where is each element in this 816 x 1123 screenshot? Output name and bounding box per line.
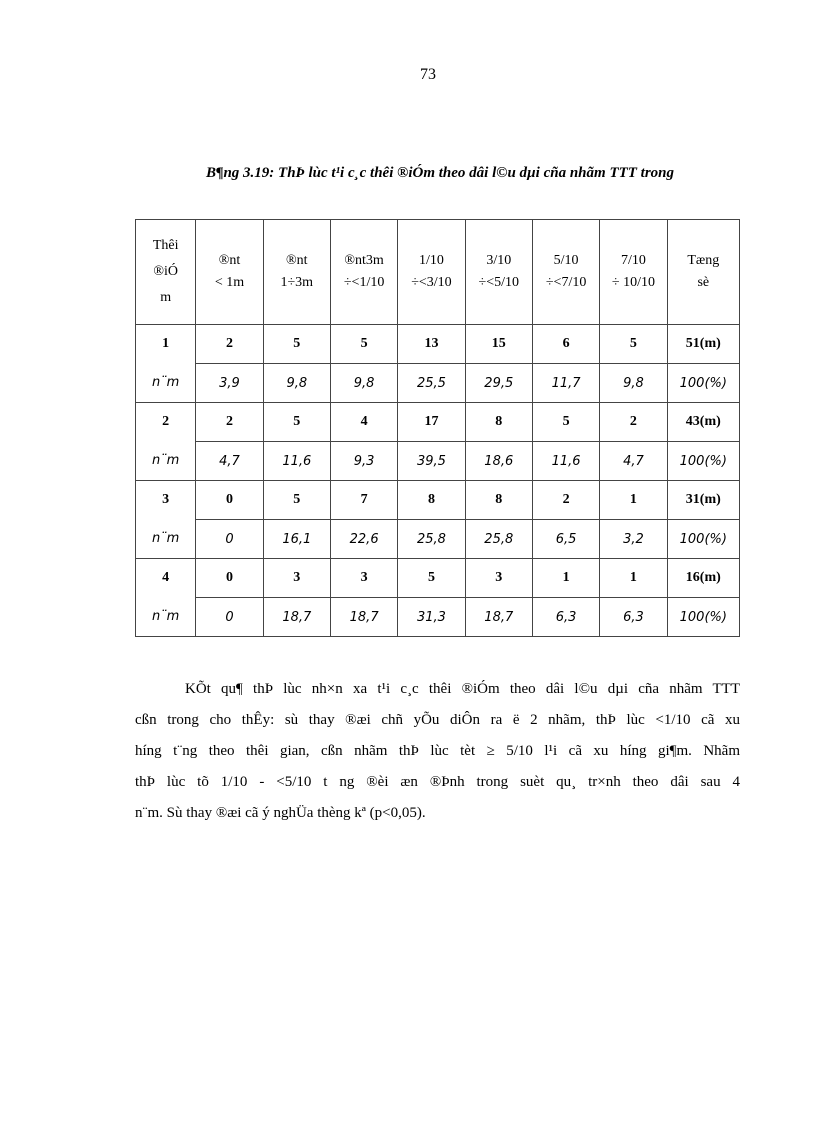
percent-cell: 25,8: [398, 520, 465, 559]
percent-total-cell: 100(%): [667, 442, 739, 481]
table-row-count: [136, 403, 740, 442]
table-header-row: [136, 220, 740, 325]
header-range-line: ÷ 10/10: [611, 275, 655, 290]
header-range-7: [600, 220, 667, 325]
header-total-line: Tæng: [687, 253, 720, 268]
table-row-percent: [136, 442, 740, 481]
count-cell: 5: [263, 325, 330, 364]
count-cell: 0: [196, 559, 263, 598]
term-cell: n¨m: [136, 442, 196, 481]
header-range-1: [196, 220, 263, 325]
header-term-line: m: [160, 290, 172, 305]
count-cell: 8: [465, 403, 532, 442]
paragraph-line: híng t¨ng theo thêi gian, cßn nhãm thÞ lùc tèt ≥ 5/10 l¹i cã xu híng gi¶m. Nhãm: [135, 743, 740, 759]
percent-cell: 31,3: [398, 598, 465, 637]
percent-cell: 4,7: [600, 442, 667, 481]
paragraph-line: KÕt qu¶ thÞ lùc nh×n xa t¹i c¸c thêi ®iÓm theo dâi l©u dµi cña nhãm TTT: [185, 681, 740, 697]
table-row-percent: [136, 598, 740, 637]
count-cell: 6: [532, 325, 599, 364]
percent-cell: 11,6: [263, 442, 330, 481]
percent-cell: 9,8: [263, 364, 330, 403]
header-range-2: [263, 220, 330, 325]
percent-cell: 6,5: [532, 520, 599, 559]
percent-cell: 9,8: [600, 364, 667, 403]
header-term-line: ®iÓ: [153, 264, 178, 279]
count-total-cell: 16(m): [667, 559, 739, 598]
results-paragraph: [135, 674, 740, 829]
header-range-4: [398, 220, 465, 325]
term-cell: n¨m: [136, 520, 196, 559]
count-cell: 5: [532, 403, 599, 442]
count-cell: 8: [398, 481, 465, 520]
count-cell: 8: [465, 481, 532, 520]
table-row-count: [136, 559, 740, 598]
percent-cell: 6,3: [532, 598, 599, 637]
percent-cell: 11,6: [532, 442, 599, 481]
header-range-line: ÷<3/10: [411, 275, 452, 290]
percent-cell: 18,7: [330, 598, 397, 637]
count-cell: 2: [532, 481, 599, 520]
percent-cell: 16,1: [263, 520, 330, 559]
percent-cell: 6,3: [600, 598, 667, 637]
count-cell: 5: [398, 559, 465, 598]
percent-cell: 9,3: [330, 442, 397, 481]
header-range-line: 7/10: [620, 253, 646, 268]
count-cell: 5: [263, 481, 330, 520]
term-cell: 1: [136, 325, 196, 364]
page-number: 73: [420, 66, 436, 83]
header-term: [136, 220, 196, 325]
count-cell: 3: [465, 559, 532, 598]
header-range-line: < 1m: [214, 275, 245, 290]
header-range-line: 1/10: [419, 253, 444, 268]
table-caption: B¶ng 3.19: ThÞ lùc t¹i c¸c thêi ®iÓm theo dâi l©u dµi cña nhãm TTT trong: [205, 165, 675, 181]
count-total-cell: 51(m): [667, 325, 739, 364]
count-cell: 3: [263, 559, 330, 598]
percent-cell: 0: [196, 520, 263, 559]
header-range-line: 1÷3m: [280, 275, 314, 290]
count-cell: 1: [532, 559, 599, 598]
header-range-line: ®nt: [218, 253, 241, 268]
header-range-line: ÷<5/10: [478, 275, 519, 290]
header-range-line: ®nt3m: [344, 253, 384, 268]
paragraph-line: n¨m. Sù thay ®æi cã ý nghÜa thèng kª (p<0,05).: [135, 805, 426, 821]
table-row-percent: [136, 364, 740, 403]
percent-total-cell: 100(%): [667, 598, 739, 637]
percent-cell: 25,5: [398, 364, 465, 403]
table-row-count: [136, 481, 740, 520]
table-row-count: [136, 325, 740, 364]
term-cell: 4: [136, 559, 196, 598]
term-cell: 3: [136, 481, 196, 520]
count-cell: 7: [330, 481, 397, 520]
percent-cell: 9,8: [330, 364, 397, 403]
table-row-percent: [136, 520, 740, 559]
count-cell: 4: [330, 403, 397, 442]
count-cell: 5: [330, 325, 397, 364]
visual-acuity-table: [135, 219, 740, 637]
term-cell: n¨m: [136, 598, 196, 637]
percent-cell: 0: [196, 598, 263, 637]
percent-cell: 18,7: [263, 598, 330, 637]
percent-cell: 18,7: [465, 598, 532, 637]
count-cell: 1: [600, 481, 667, 520]
header-total-line: sè: [697, 275, 710, 290]
count-cell: 0: [196, 481, 263, 520]
percent-cell: 18,6: [465, 442, 532, 481]
table-body: [136, 325, 740, 637]
count-cell: 2: [600, 403, 667, 442]
percent-cell: 25,8: [465, 520, 532, 559]
header-range-line: ®nt: [286, 253, 308, 268]
percent-cell: 4,7: [196, 442, 263, 481]
paragraph-line: cßn trong cho thÊy: sù thay ®æi chñ yÕu diÔn ra ë 2 nhãm, thÞ lùc <1/10 cã xu: [135, 712, 740, 728]
count-cell: 15: [465, 325, 532, 364]
percent-cell: 3,2: [600, 520, 667, 559]
percent-total-cell: 100(%): [667, 520, 739, 559]
count-cell: 17: [398, 403, 465, 442]
term-cell: n¨m: [136, 364, 196, 403]
count-cell: 3: [330, 559, 397, 598]
count-cell: 13: [398, 325, 465, 364]
header-range-line: 3/10: [486, 253, 512, 268]
percent-total-cell: 100(%): [667, 364, 739, 403]
header-range-line: ÷<7/10: [545, 275, 587, 290]
percent-cell: 11,7: [532, 364, 599, 403]
paragraph-line: thÞ lùc tõ 1/10 - <5/10 t ng ®èi æn ®Þnh trong suèt qu¸ tr×nh theo dâi sau 4: [135, 774, 740, 790]
count-cell: 1: [600, 559, 667, 598]
count-total-cell: 43(m): [667, 403, 739, 442]
percent-cell: 3,9: [196, 364, 263, 403]
header-range-6: [532, 220, 599, 325]
term-cell: 2: [136, 403, 196, 442]
header-total: [667, 220, 739, 325]
header-term-line: Thêi: [152, 238, 179, 253]
header-range-3: [330, 220, 397, 325]
count-total-cell: 31(m): [667, 481, 739, 520]
percent-cell: 39,5: [398, 442, 465, 481]
header-range-line: ÷<1/10: [343, 275, 385, 290]
percent-cell: 22,6: [330, 520, 397, 559]
count-cell: 2: [196, 325, 263, 364]
count-cell: 5: [263, 403, 330, 442]
percent-cell: 29,5: [465, 364, 532, 403]
count-cell: 2: [196, 403, 263, 442]
header-range-line: 5/10: [553, 253, 579, 268]
header-range-5: [465, 220, 532, 325]
count-cell: 5: [600, 325, 667, 364]
